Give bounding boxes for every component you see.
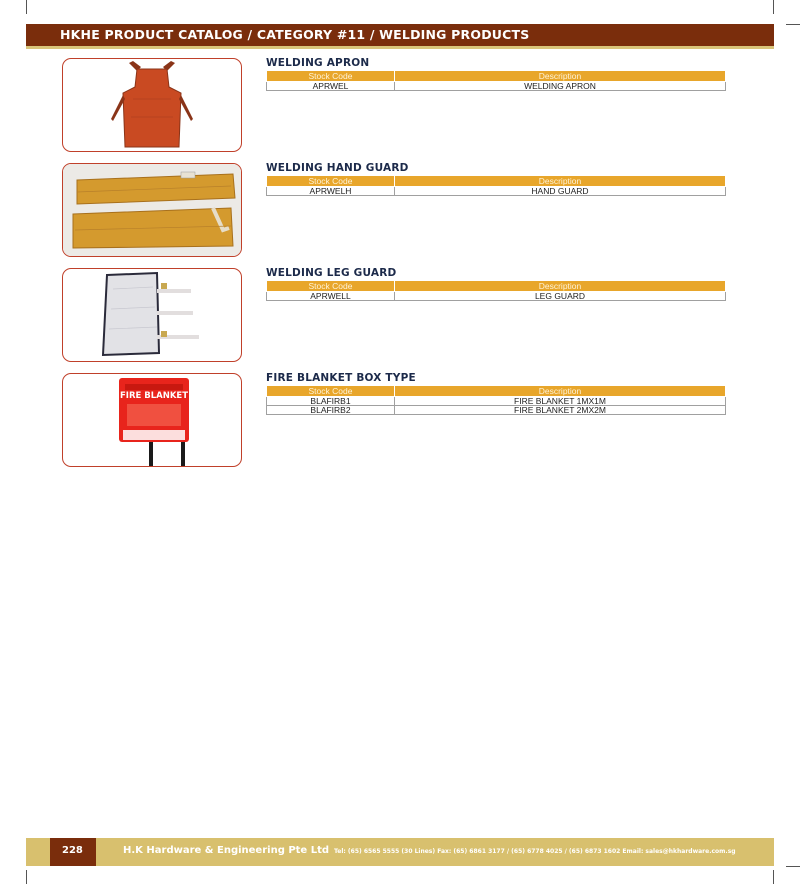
- stock-code-header: Stock Code: [267, 281, 395, 292]
- crop-mark: [26, 0, 27, 14]
- product-title: WELDING HAND GUARD: [266, 162, 409, 174]
- fire-blanket-box-label: FIRE BLANKET: [119, 391, 189, 401]
- description-cell: WELDING APRON: [395, 82, 726, 91]
- hand-guard-photo-icon: [63, 164, 241, 256]
- product-title: WELDING APRON: [266, 57, 370, 69]
- stock-code-cell: APRWELH: [267, 187, 395, 196]
- crop-mark: [786, 24, 800, 25]
- product-photo-frame: [62, 373, 242, 467]
- description-cell: LEG GUARD: [395, 292, 726, 301]
- spec-table: [266, 385, 726, 415]
- description-header: Description: [395, 281, 726, 292]
- stock-code-cell: BLAFIRB1: [267, 397, 395, 406]
- product-photo-frame: [62, 268, 242, 362]
- product-welding-apron: [266, 56, 726, 91]
- crop-mark: [26, 870, 27, 884]
- table-row: [267, 187, 726, 196]
- stock-code-header: Stock Code: [267, 176, 395, 187]
- description-header: Description: [395, 71, 726, 82]
- product-title: FIRE BLANKET BOX TYPE: [266, 372, 416, 384]
- description-cell: FIRE BLANKET 1MX1M: [395, 397, 726, 406]
- fire-blanket-photo-icon: [63, 374, 241, 466]
- crop-mark: [773, 0, 774, 14]
- company-name: H.K Hardware & Engineering Pte Ltd: [123, 845, 330, 856]
- description-header: Description: [395, 176, 726, 187]
- product-title: WELDING LEG GUARD: [266, 267, 397, 279]
- product-welding-hand-guard: [266, 161, 726, 196]
- product-welding-leg-guard: [266, 266, 726, 301]
- product-photo-frame: [62, 163, 242, 257]
- table-row: [267, 82, 726, 91]
- stock-code-cell: BLAFIRB2: [267, 406, 395, 415]
- stock-code-cell: APRWEL: [267, 82, 395, 91]
- description-cell: FIRE BLANKET 2MX2M: [395, 406, 726, 415]
- stock-code-cell: APRWELL: [267, 292, 395, 301]
- stock-code-header: Stock Code: [267, 386, 395, 397]
- table-header-row: [267, 176, 726, 187]
- header-stripe: [26, 46, 774, 49]
- spec-table: [266, 280, 726, 301]
- welding-apron-photo-icon: [63, 59, 241, 151]
- description-header: Description: [395, 386, 726, 397]
- table-header-row: [267, 281, 726, 292]
- table-header-row: [267, 386, 726, 397]
- catalog-header: [26, 24, 774, 46]
- page-number: 228: [62, 845, 83, 856]
- stock-code-header: Stock Code: [267, 71, 395, 82]
- spec-table: [266, 175, 726, 196]
- table-row: [267, 292, 726, 301]
- description-cell: HAND GUARD: [395, 187, 726, 196]
- crop-mark: [786, 866, 800, 867]
- contact-info: Tel: (65) 6565 5555 (30 Lines) Fax: (65) 6861 3177 / (65) 6778 4025 / (65) 6873 1602 Email: sales@hkhardware.com.sg: [334, 848, 736, 855]
- crop-mark: [773, 870, 774, 884]
- product-fire-blanket-box: [266, 371, 726, 415]
- product-photo-frame: [62, 58, 242, 152]
- header-title: HKHE PRODUCT CATALOG / CATEGORY #11 / WELDING PRODUCTS: [60, 27, 530, 42]
- leg-guard-photo-icon: [63, 269, 241, 361]
- spec-table: [266, 70, 726, 91]
- table-header-row: [267, 71, 726, 82]
- table-row: [267, 406, 726, 415]
